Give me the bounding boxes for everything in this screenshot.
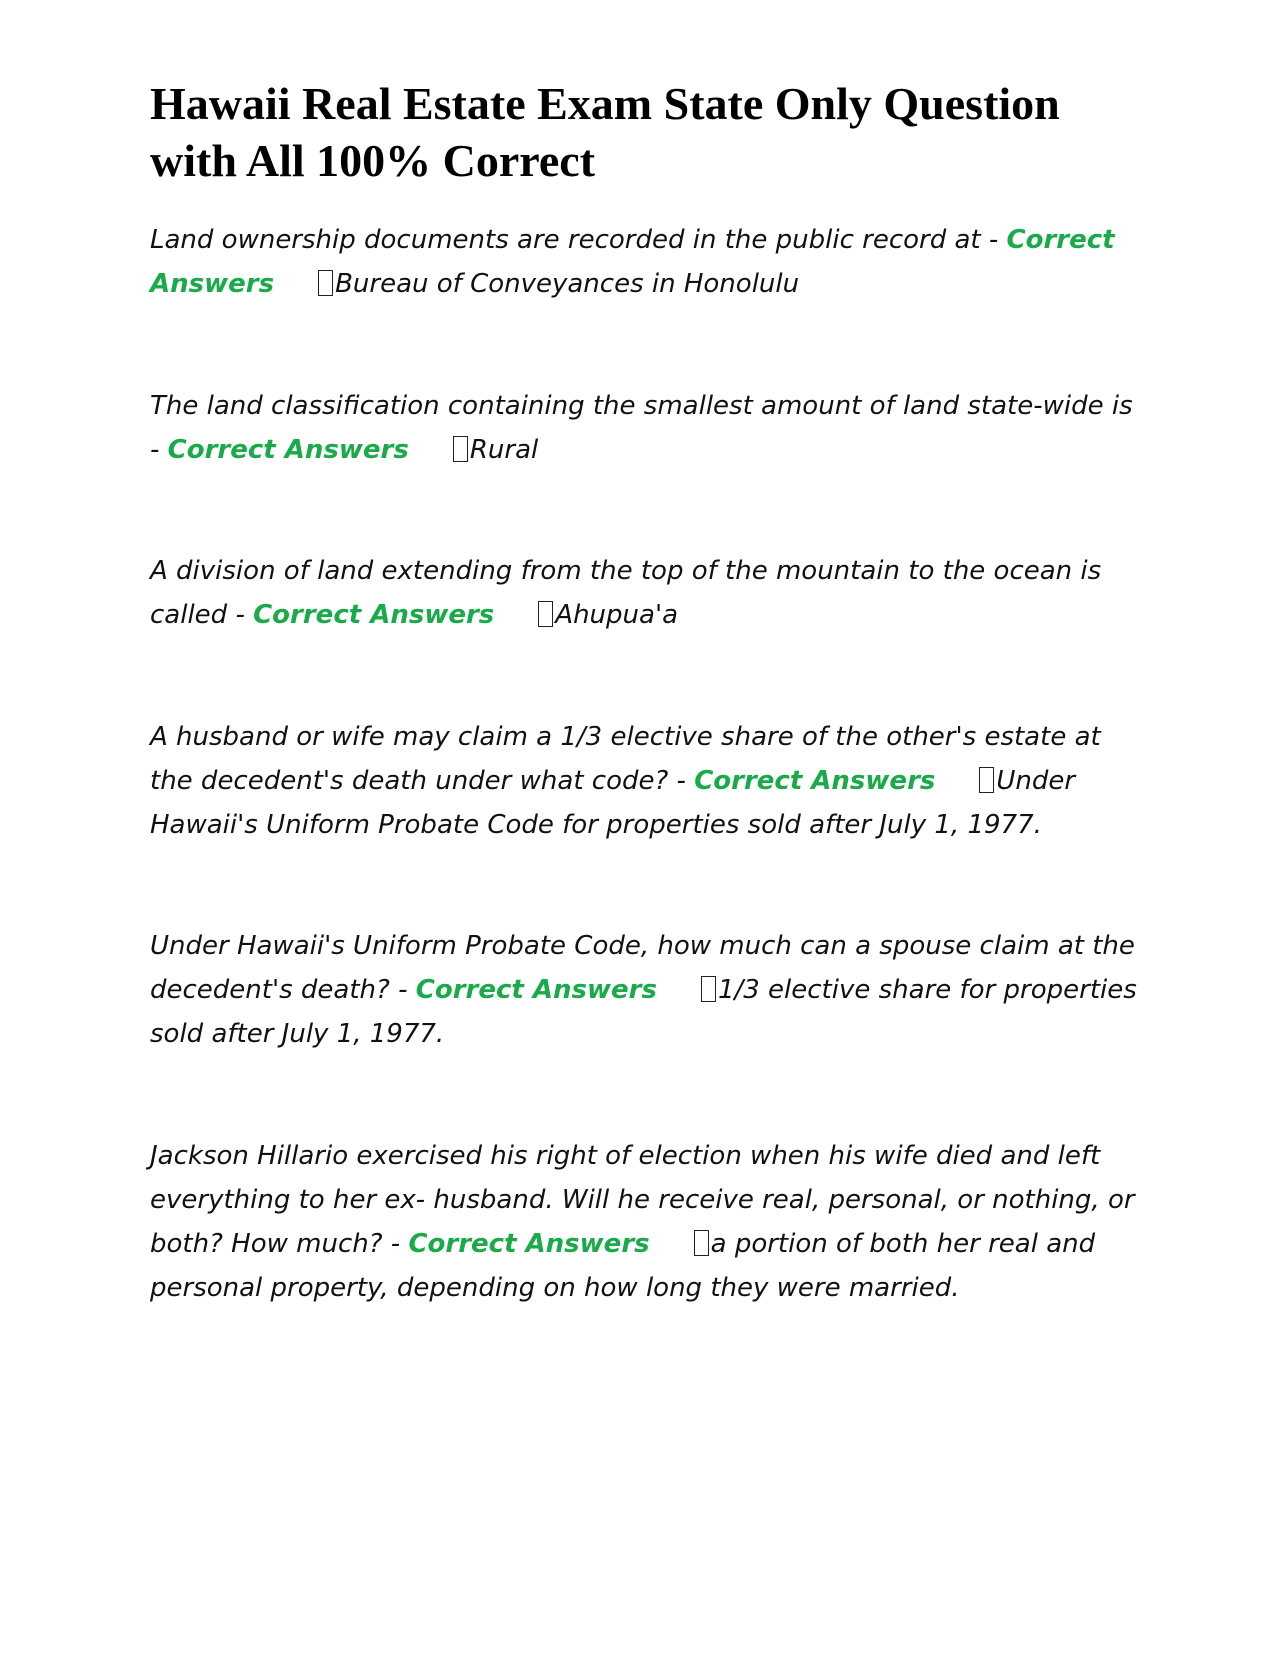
question-text: A division of land extending from the top of the mountain to the ocean is called - xyxy=(150,556,1102,630)
correct-answers-label: Correct Answers xyxy=(408,1229,650,1259)
checkbox-icon xyxy=(979,767,994,793)
question-text: Jackson Hillario exercised his right of election when his wife died and left everything to her ex- husband. Will he receive real, personal, or nothing, or both? How much? - xyxy=(150,1141,1135,1259)
answer-text: Rural xyxy=(469,435,539,465)
qa-item xyxy=(150,549,1140,637)
checkbox-icon xyxy=(694,1230,709,1256)
qa-item xyxy=(150,384,1140,472)
correct-answers-label: Correct Answers xyxy=(253,600,495,630)
checkbox-icon xyxy=(701,976,716,1002)
answer-text: a portion of both her real and personal property, depending on how long they were married. xyxy=(150,1229,1096,1303)
document-title: Hawaii Real Estate Exam State Only Question with All 100% Correct xyxy=(150,78,1060,186)
question-text: The land classification containing the smallest amount of land state-wide is - xyxy=(150,391,1133,465)
correct-answers-label: Correct Answers xyxy=(150,225,1115,299)
answer-text: 1/3 elective share for properties sold after July 1, 1977. xyxy=(150,975,1137,1049)
question-text: Under Hawaii's Uniform Probate Code, how much can a spouse claim at the decedent's death? - xyxy=(150,931,1135,1005)
checkbox-icon xyxy=(453,436,468,462)
correct-answers-label: Correct Answers xyxy=(415,975,657,1005)
question-text: A husband or wife may claim a 1/3 elective share of the other's estate at the decedent's death under what code? - xyxy=(150,722,1101,796)
question-text: Land ownership documents are recorded in the public record at - xyxy=(150,225,999,255)
qa-item xyxy=(150,715,1140,847)
checkbox-icon xyxy=(318,270,333,296)
answer-text: Ahupua'a xyxy=(555,600,679,630)
answer-text: Under Hawaii's Uniform Probate Code for properties sold after July 1, 1977. xyxy=(150,766,1076,840)
correct-answers-label: Correct Answers xyxy=(167,435,409,465)
qa-item xyxy=(150,1134,1140,1310)
qa-item xyxy=(150,924,1140,1056)
correct-answers-label: Correct Answers xyxy=(694,766,936,796)
answer-text: Bureau of Conveyances in Honolulu xyxy=(335,269,800,299)
checkbox-icon xyxy=(538,601,553,627)
qa-item xyxy=(150,218,1140,306)
